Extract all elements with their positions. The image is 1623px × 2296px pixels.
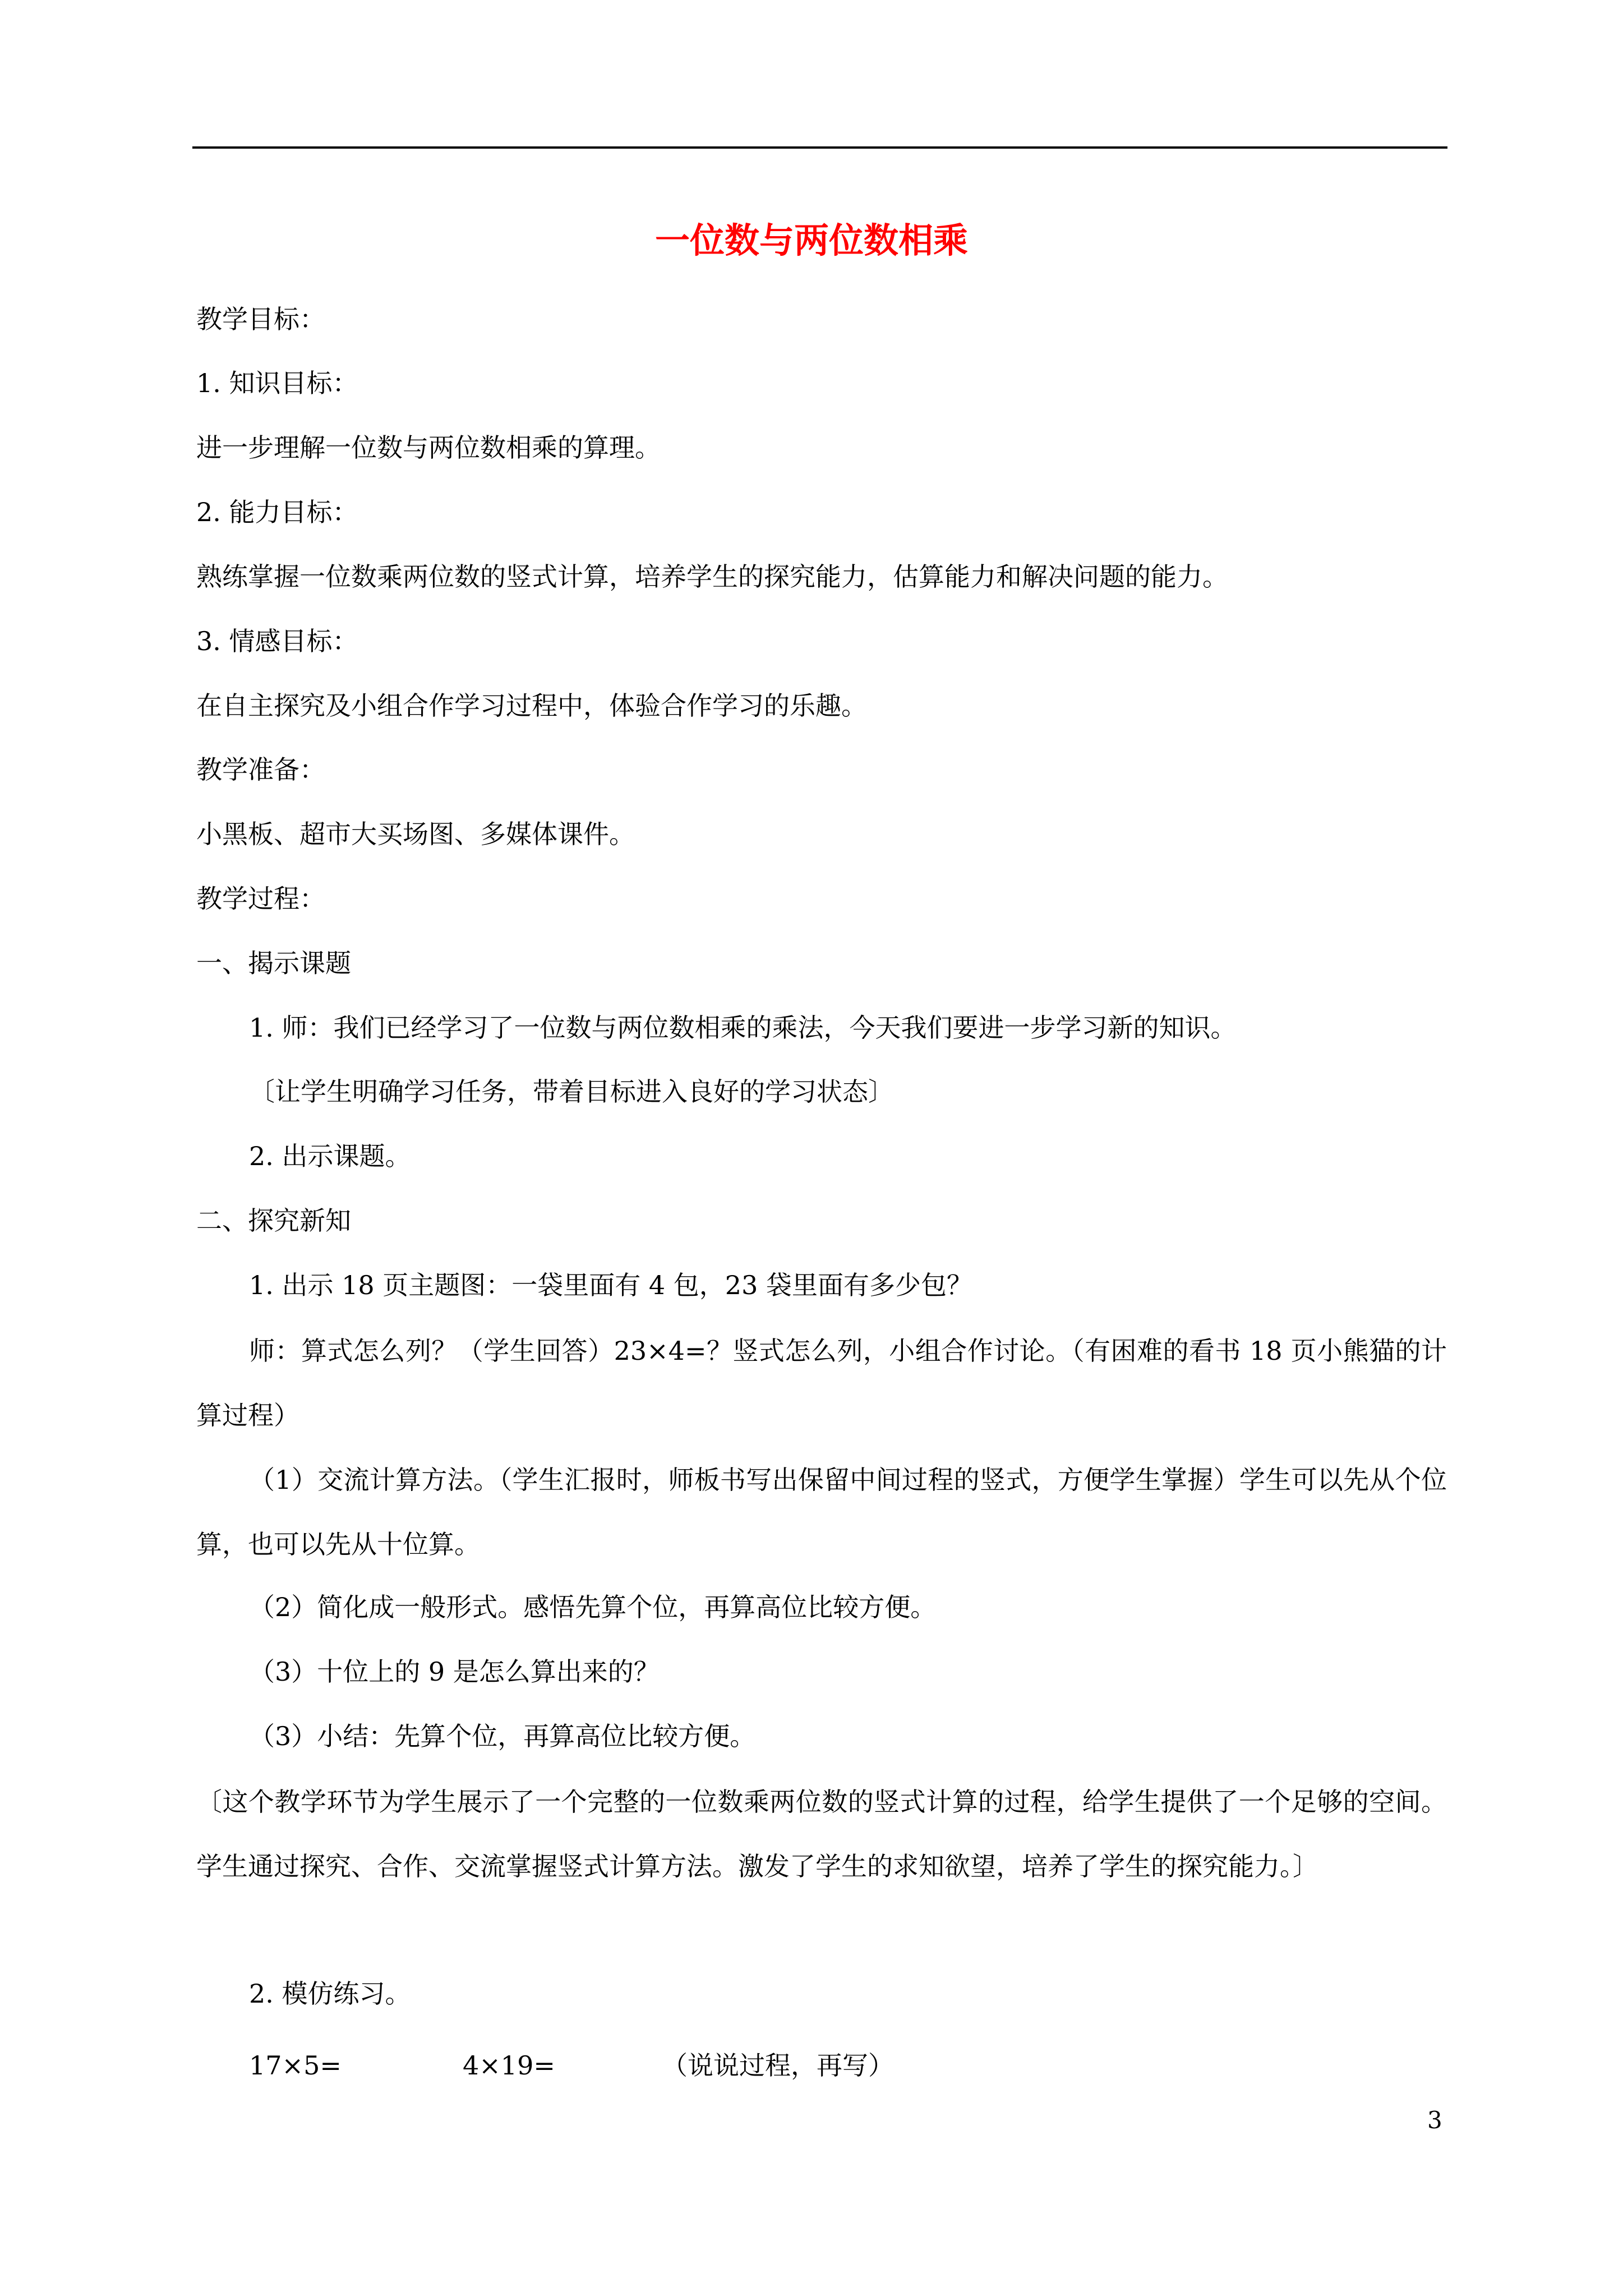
process-heading: 教学过程： — [196, 884, 325, 914]
step-4-text: （3）小结：先算个位，再算高位比较方便。 — [249, 1721, 756, 1751]
section-1-item-1: 1. 师：我们已经学习了一位数与两位数相乘的乘法，今天我们要进一步学习新的知识。 — [249, 1013, 1237, 1043]
step-1-paragraph: （1）交流计算方法。（学生汇报时，师板书写出保留中间过程的竖式，方便学生掌握）学生可以先从个位算，也可以先从十位算。 — [196, 1465, 1447, 1559]
header-rule — [192, 146, 1447, 149]
emotion-objective-text: 在自主探究及小组合作学习过程中，体验合作学习的乐趣。 — [196, 691, 867, 721]
section-2-heading: 二、探究新知 — [196, 1205, 351, 1236]
page-number: 3 — [1427, 2106, 1442, 2134]
ability-objective-heading: 2. 能力目标： — [196, 497, 358, 527]
ability-objective-text: 熟练掌握一位数乘两位数的竖式计算，培养学生的探究能力，估算能力和解决问题的能力。 — [196, 562, 1228, 592]
step-3-text: （3）十位上的 9 是怎么算出来的？ — [249, 1657, 660, 1687]
preparation-heading: 教学准备： — [196, 754, 325, 785]
section-2-note-paragraph: 〔这个教学环节为学生展示了一个完整的一位数乘两位数的竖式计算的过程，给学生提供了一个足够的空间。学生通过探究、合作、交流掌握竖式计算方法。激发了学生的求知欲望，培养了学生的探究能力。〕 — [196, 1787, 1447, 1881]
knowledge-objective-heading: 1. 知识目标： — [196, 368, 358, 398]
section-1-note: 〔让学生明确学习任务，带着目标进入良好的学习状态〕 — [249, 1076, 894, 1107]
section-2-item-2: 2. 模仿练习。 — [249, 1978, 411, 2009]
preparation-text: 小黑板、超市大买场图、多媒体课件。 — [196, 819, 635, 849]
emotion-objective-heading: 3. 情感目标： — [196, 626, 358, 656]
section-2-item-1: 1. 出示 18 页主题图：一袋里面有 4 包，23 袋里面有多少包？ — [249, 1270, 972, 1300]
section-1-heading: 一、揭示课题 — [196, 948, 351, 978]
practice-hint: （说说过程，再写） — [662, 2050, 894, 2081]
practice-expression-1: 17×5= — [249, 2050, 342, 2081]
practice-expression-2: 4×19= — [463, 2050, 555, 2081]
page-title: 一位数与两位数相乘 — [654, 220, 968, 261]
section-1-item-2: 2. 出示课题。 — [249, 1141, 411, 1171]
teacher-question-paragraph: 师：算式怎么列？（学生回答）23×4=？竖式怎么列，小组合作讨论。（有困难的看书 18 页小熊猫的计算过程） — [196, 1336, 1447, 1430]
step-2-text: （2）简化成一般形式。感悟先算个位，再算高位比较方便。 — [249, 1592, 937, 1622]
knowledge-objective-text: 进一步理解一位数与两位数相乘的算理。 — [196, 432, 661, 463]
objectives-heading: 教学目标： — [196, 304, 325, 334]
